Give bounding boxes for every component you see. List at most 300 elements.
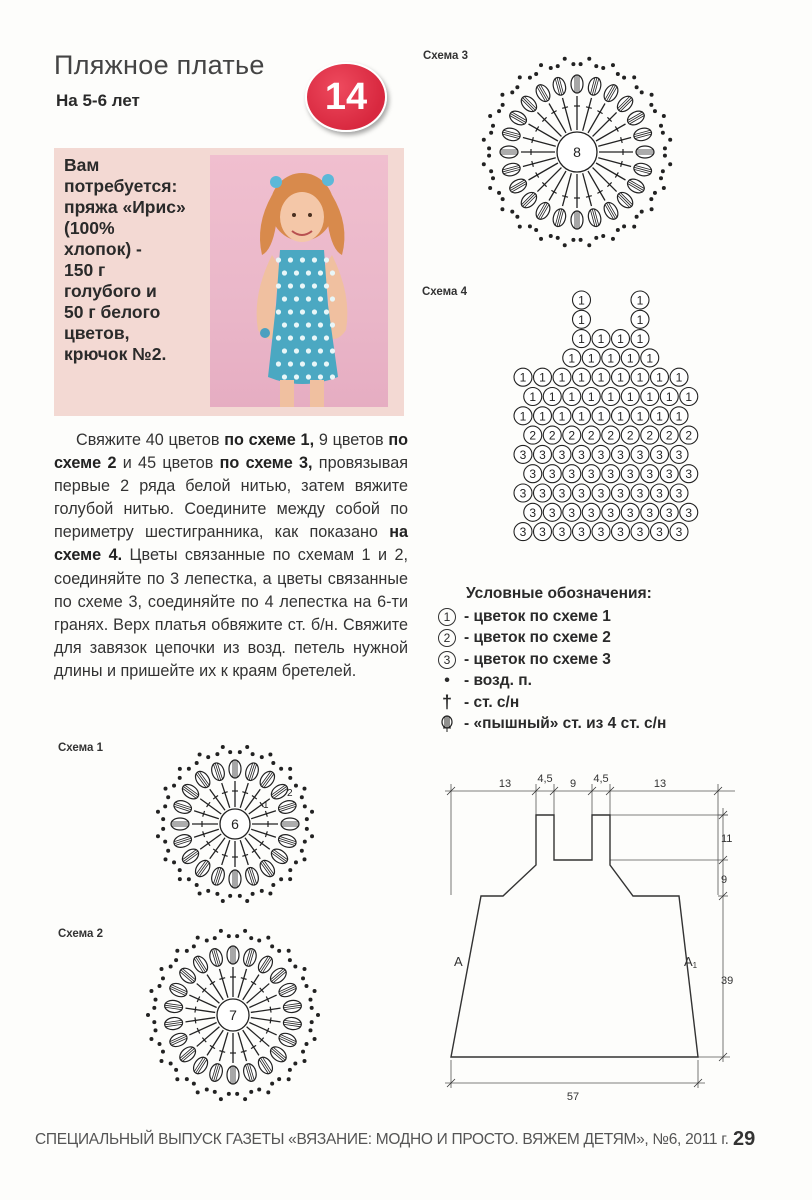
flower-motif-number: 3 [675, 525, 683, 540]
materials-line: голубого и [64, 281, 157, 301]
double-crochet-stitch [583, 98, 592, 131]
chain-stitch-dot [518, 225, 522, 229]
chain-stitch-dot [305, 817, 309, 821]
double-crochet-stitch [185, 1008, 215, 1012]
legend-item [436, 628, 666, 650]
chain-stitch-dot [154, 1028, 158, 1032]
flower-motif-number: 3 [558, 486, 566, 501]
chain-stitch-dot [235, 934, 239, 938]
puff-stitch-petal [636, 146, 654, 158]
puff-stitch-petal [501, 161, 521, 177]
chain-stitch-dot [301, 976, 305, 980]
chain-stitch-dot [649, 103, 653, 107]
chain-stitch-dot [221, 745, 225, 749]
puff-stitch-petal [277, 1031, 298, 1049]
instruction-text: Свяжите 40 цветов [76, 431, 225, 449]
dress-outline [451, 815, 698, 1057]
flower-motif-number: 3 [646, 505, 654, 520]
chain-stitch-dot [649, 197, 653, 201]
double-crochet-stitch [598, 158, 631, 167]
flower-motif-number: 1 [578, 370, 585, 385]
chain-stitch-dot [288, 868, 292, 872]
chain-stitch-dot [178, 877, 182, 881]
chain-stitch-dot [172, 784, 176, 788]
chain-stitch-dot [594, 64, 598, 68]
chain-stitch-dot [640, 90, 644, 94]
puff-stitch-petal [180, 846, 202, 866]
chain-stitch-dot [192, 944, 196, 948]
chain-stitch-dot [518, 75, 522, 79]
puff-stitch-petal [257, 858, 277, 880]
chain-stitch-dot [251, 892, 255, 896]
flower-motif-number: 3 [568, 467, 576, 482]
flower-motif-number: 1 [656, 409, 663, 424]
chain-stitch-dot [161, 827, 165, 831]
chain-stitch-dot [549, 66, 553, 70]
chain-stitch-dot [196, 936, 200, 940]
puff-stitch-petal [242, 947, 259, 968]
chain-stitch-dot [260, 889, 264, 893]
legend-item [436, 671, 666, 693]
chain-stitch-dot [270, 1082, 274, 1086]
chain-stitch-dot [260, 755, 264, 759]
double-crochet-stitch [219, 969, 227, 998]
flower-motif-number: 3 [607, 505, 615, 520]
chain-stitch-dot [257, 938, 261, 942]
chain-stitch-dot [310, 1006, 314, 1010]
chain-stitch-dot [302, 857, 306, 861]
chain-stitch-dot [251, 752, 255, 756]
puff-stitch-petal [601, 200, 620, 222]
chain-stitch-dot [488, 186, 492, 190]
legend-item [436, 692, 666, 714]
materials-text [64, 155, 214, 365]
chain-stitch-dot [277, 1077, 281, 1081]
dress-photo [210, 155, 388, 407]
materials-line: Вам [64, 155, 100, 175]
flower-motif-number: 1 [636, 293, 644, 308]
chain-stitch-dot [287, 1077, 291, 1081]
puff-stitch-petal [164, 1016, 184, 1030]
legend-heading: Условные обозначения: [466, 585, 652, 602]
instructions-paragraph [54, 429, 408, 683]
flower-motif-number: 1 [558, 370, 566, 385]
flower-motif-number: 3 [529, 467, 537, 482]
puff-stitch-petal [172, 833, 193, 850]
chain-stitch-dot [556, 236, 560, 240]
chain-stitch-dot [257, 1088, 261, 1092]
puff-stitch-petal [227, 1066, 239, 1084]
puff-stitch-petal [283, 1016, 303, 1030]
chain-stitch-dot [219, 929, 223, 933]
chain-stitch-dot [164, 857, 168, 861]
legend-label: - цветок по схеме 3 [464, 650, 611, 668]
flower-motif-number: 3 [656, 447, 663, 462]
chain-stitch-dot [277, 949, 281, 953]
chain-stitch-dot [192, 1082, 196, 1086]
flower-motif-number: 2 [685, 428, 693, 443]
flower-motif-number: 3 [597, 486, 605, 501]
flower-motif-number: 1 [617, 370, 624, 385]
scheme-1-diagram [145, 738, 325, 913]
flower-motif-number: 1 [519, 409, 527, 424]
chain-stitch-dot [622, 76, 626, 80]
chain-stitch-dot [178, 776, 182, 780]
chain-stitch-dot [661, 169, 665, 173]
double-crochet-stitch [222, 840, 230, 865]
puff-stitch-petal [227, 946, 239, 964]
chain-stitch-dot [571, 62, 575, 66]
chain-stitch-dot [528, 224, 532, 228]
materials-line: хлопок) - [64, 239, 142, 259]
dim-armhole-height: 9 [721, 874, 728, 886]
double-crochet-stitch [251, 1018, 281, 1022]
chain-stitch-dot [601, 66, 605, 70]
flower-motif-number: 3 [578, 447, 585, 462]
chain-stitch-dot [497, 191, 501, 195]
puff-stitch-petal [229, 760, 241, 778]
puff-stitch-petal [586, 76, 602, 96]
flower-motif-number: 1 [636, 370, 644, 385]
flower-motif-number: 3 [539, 525, 546, 540]
double-crochet-stitch [583, 173, 592, 206]
puff-stitch-petal [551, 76, 567, 96]
chain-stitch-dot [287, 949, 291, 953]
flower-motif-number: 1 [675, 409, 683, 424]
chain-stitch-dot [243, 1097, 247, 1101]
double-crochet-stitch [563, 173, 572, 206]
materials-box [54, 148, 404, 416]
chain-stitch-dot [195, 883, 199, 887]
chain-stitch-dot [166, 849, 170, 853]
chain-stitch-dot [616, 228, 620, 232]
chain-stitch-dot [663, 146, 667, 150]
chain-stitch-dot [616, 72, 620, 76]
chain-stitch-dot [635, 85, 639, 89]
instructions-text [54, 429, 408, 683]
chain-stitch-dot [245, 745, 249, 749]
instruction-text: провязывая первые 2 ряда белой нитью, затем вяжите голубой нитью. Соедините между собой по периметру шестигранника, как показано [54, 454, 408, 542]
flower-motif-number: 3 [617, 447, 624, 462]
flower-motif-number: 1 [665, 390, 673, 404]
dim-right-shoulder-width: 13 [653, 778, 667, 790]
materials-line: 50 г белого [64, 302, 161, 322]
chain-stitch-dot [294, 860, 298, 864]
chain-stitch-dot [185, 1077, 189, 1081]
puff-stitch-petal [191, 1055, 211, 1077]
chain-stitch-dot [227, 1092, 231, 1096]
puff-stitch-petal [210, 866, 227, 887]
scheme-3-diagram [472, 44, 682, 259]
flower-motif-number: 3 [548, 505, 556, 520]
double-crochet-stitch [593, 112, 617, 136]
chain-stitch-dot [305, 827, 309, 831]
puff-stitch-petal [625, 108, 647, 127]
chain-stitch-dot [187, 877, 191, 881]
chain-stitch-dot [579, 62, 583, 66]
double-crochet-stitch [251, 829, 276, 837]
flower-motif-number: 1 [656, 370, 663, 385]
chain-stitch-dot [213, 936, 217, 940]
flower-motif-number: 1 [675, 370, 683, 385]
side-label-a1: A1 [684, 954, 698, 970]
instruction-emphasis: на схеме 4. [54, 523, 408, 565]
flower-motif-number: 1 [578, 332, 585, 347]
puff-stitch-petal [242, 1062, 259, 1083]
page-number: 29 [733, 1128, 756, 1150]
flower-motif-number: 3 [539, 447, 546, 462]
puff-stitch-petal [500, 146, 518, 158]
chain-stitch-dot [227, 934, 231, 938]
double-crochet-stitch [238, 969, 246, 998]
row-number-mark: 1 [263, 800, 269, 811]
chain-stitch-dot [163, 804, 167, 808]
puff-stitch-petal [614, 189, 635, 210]
double-crochet-stitch [251, 811, 276, 819]
flower-motif-number: 1 [587, 390, 595, 404]
chain-stitch-dot [249, 1090, 253, 1094]
girl-photo-illustration [210, 155, 388, 407]
puff-stitch-petal [172, 799, 193, 816]
chain-stitch-dot [288, 958, 292, 962]
instruction-emphasis: по схеме 1, [224, 431, 315, 449]
chain-stitch-dot [266, 936, 270, 940]
flower-motif-number: 3 [626, 467, 634, 482]
flower-motif-number: 3 [636, 486, 644, 501]
flower-motif-number: 2 [548, 428, 556, 443]
puff-stitch-icon [436, 714, 458, 734]
chain-stitch-dot [163, 840, 167, 844]
chain-stitch-dot [534, 72, 538, 76]
puff-stitch-petal [191, 954, 211, 976]
chain-stitch-dot [159, 1059, 163, 1063]
chain-stitch-dot [198, 891, 202, 895]
chain-stitch-dot [268, 753, 272, 757]
chain-stitch-dot [158, 984, 162, 988]
chain-stitch-dot [308, 1028, 312, 1032]
chain-stitch-dot [169, 1062, 173, 1066]
double-crochet-stitch [593, 168, 617, 192]
materials-line: пряжа «Ирис» [64, 197, 186, 217]
chain-stitch-dot [169, 964, 173, 968]
chain-stitch-dot [174, 1068, 178, 1072]
legend-label: - возд. п. [464, 672, 532, 690]
flower-motif-number: 3 [665, 467, 673, 482]
chain-stitch-dot [556, 64, 560, 68]
chain-stitch-dot [510, 210, 514, 214]
chain-stitch-dot [611, 63, 615, 67]
double-crochet-stitch [222, 783, 230, 808]
row-number-mark: 2 [287, 788, 293, 799]
instruction-emphasis: по схеме 2 [54, 431, 408, 473]
chain-stitch-dot [301, 1050, 305, 1054]
materials-line: (100% [64, 218, 115, 238]
chain-stitch-dot [659, 176, 663, 180]
page-title: Пляжное платье [54, 50, 265, 80]
chain-stitch-dot [271, 761, 275, 765]
chain-stitch-dot-icon: • [444, 672, 450, 690]
flower-motif-number: 1 [626, 351, 634, 366]
flower-motif-number: 3 [587, 467, 595, 482]
flower-motif-number: 3 [597, 447, 605, 462]
chain-stitch-dot [663, 154, 667, 158]
chain-stitch-dot [594, 236, 598, 240]
legend-item [436, 649, 666, 671]
double-crochet-stitch [194, 811, 219, 819]
chain-stitch-dot [487, 154, 491, 158]
dim-left-shoulder-width: 13 [498, 778, 512, 790]
chain-stitch-dot [308, 998, 312, 1002]
puff-stitch-petal [571, 211, 583, 229]
instruction-text: и 45 цветов [116, 454, 220, 473]
chain-stitch-dot [661, 131, 665, 135]
chain-stitch-dot [243, 929, 247, 933]
flower-motif-number: 3 [646, 467, 654, 482]
flower-motif-number: 1 [607, 351, 615, 366]
hair-tie [270, 176, 282, 188]
puff-stitch-petal [533, 200, 552, 222]
chain-stitch-dot [650, 93, 654, 97]
flower-motif-number: 1 [578, 409, 585, 424]
chain-stitch-dot [172, 860, 176, 864]
puff-stitch-petal [171, 818, 189, 830]
flower-motif-number: 3 [578, 525, 585, 540]
chain-stitch-dot [154, 998, 158, 1002]
chain-stitch-dot [549, 234, 553, 238]
puff-stitch-petal [533, 82, 552, 104]
puff-stitch-petal [586, 207, 602, 227]
chain-stitch-dot [270, 944, 274, 948]
flower-motif-number: 3 [597, 525, 605, 540]
chain-stitch-dot [316, 1013, 320, 1017]
flower-motif-number: 2 [568, 428, 576, 443]
dim-hem-width: 57 [566, 1091, 580, 1103]
chain-stitch-dot [310, 834, 314, 838]
chain-stitch-dot [293, 964, 297, 968]
chain-stitch-dot [515, 215, 519, 219]
legend [436, 585, 666, 735]
chain-stitch-dot [515, 85, 519, 89]
puff-stitch-petal [210, 761, 227, 782]
double-crochet-stitch [598, 138, 631, 147]
chain-stitch-dot [196, 1090, 200, 1094]
chain-stitch-dot [303, 967, 307, 971]
double-crochet-stitch [537, 112, 561, 136]
chain-stitch-dot [491, 176, 495, 180]
flower-motif-number: 1 [578, 293, 585, 308]
double-crochet-stitch [240, 840, 248, 865]
puff-stitch-petal [180, 782, 202, 802]
circle-2-icon: 2 [436, 628, 458, 648]
puff-stitch-petal [168, 1031, 189, 1049]
flower-motif-number: 3 [519, 447, 527, 462]
chain-stitch-dot [662, 114, 666, 118]
chain-stitch-dot [245, 899, 249, 903]
chain-stitch-dot [215, 892, 219, 896]
chain-stitch-dot [161, 817, 165, 821]
flower-motif-number: 3 [519, 525, 527, 540]
legend-label: - цветок по схеме 2 [464, 629, 611, 647]
double-crochet-stitch [219, 1032, 227, 1061]
legend-item [436, 714, 666, 736]
chain-stitch-dot [187, 767, 191, 771]
chain-stitch-dot [313, 1037, 317, 1041]
puff-stitch-petal [518, 189, 539, 210]
chain-stitch-dot [161, 1050, 165, 1054]
flower-motif-number: 3 [548, 467, 556, 482]
flower-motif-number: 1 [636, 332, 644, 347]
flower-motif-number: 3 [656, 525, 663, 540]
double-crochet-stitch [185, 1018, 215, 1022]
materials-line: потребуется: [64, 176, 178, 196]
flower-motif-number: 2 [646, 428, 654, 443]
flower-motif-number: 1 [646, 390, 654, 404]
scheme-1-label: Схема 1 [58, 742, 104, 754]
double-crochet-stitch [523, 138, 556, 147]
chain-stitch-dot [238, 894, 242, 898]
chain-stitch-dot [288, 1068, 292, 1072]
puff-stitch-petal [193, 858, 213, 880]
puff-stitch-petal [518, 93, 539, 114]
puff-stitch-petal [551, 207, 567, 227]
chain-stitch-dot [303, 804, 307, 808]
flower-motif-number: 3 [578, 486, 585, 501]
chain-stitch-dot [279, 767, 283, 771]
flower-motif-number: 1 [617, 332, 624, 347]
chain-stitch-dot [500, 93, 504, 97]
chain-stitch-dot [195, 761, 199, 765]
puff-stitch-petal [268, 1044, 289, 1065]
side-label-a: A [454, 954, 463, 969]
scheme-2-diagram [140, 922, 325, 1107]
flower-motif-number: 3 [519, 486, 527, 501]
flower-motif-number: 2 [587, 428, 595, 443]
flower-motif-number: 1 [539, 370, 546, 385]
flower-motif-number: 1 [597, 409, 605, 424]
circle-1-icon: 1 [436, 607, 458, 627]
puff-stitch-petal [256, 1055, 276, 1077]
dim-body-height: 39 [721, 975, 734, 987]
chain-stitch-dot [152, 1006, 156, 1010]
chain-stitch-dot [528, 76, 532, 80]
dim-left-strap-width: 4,5 [537, 773, 553, 785]
flower-motif-number: 3 [685, 467, 693, 482]
chain-stitch-dot [215, 752, 219, 756]
puff-stitch-petal [268, 965, 289, 986]
chain-stitch-dot [668, 162, 672, 166]
puff-stitch-petal [632, 161, 652, 177]
flower-motif-number: 3 [685, 505, 693, 520]
puff-stitch-petal [244, 761, 261, 782]
puff-stitch-petal [507, 108, 529, 127]
chain-stitch-dot [482, 162, 486, 166]
chain-stitch-dot [178, 767, 182, 771]
chain-stitch-dot [587, 243, 591, 247]
double-crochet-stitch [194, 829, 219, 837]
flower-motif-number: 1 [558, 409, 566, 424]
puff-stitch-petal [277, 981, 298, 999]
chain-stitch-dot [249, 936, 253, 940]
flower-motif-number: 2 [665, 428, 673, 443]
flower-motif-number: 1 [529, 390, 537, 404]
flower-motif-number: 1 [626, 390, 634, 404]
chain-stitch-dot [156, 810, 160, 814]
chain-stitch-dot [632, 225, 636, 229]
flower-motif-number: 1 [568, 351, 576, 366]
chain-stitch-dot [534, 228, 538, 232]
chain-stitch-dot [489, 131, 493, 135]
legend-label: - цветок по схеме 1 [464, 607, 611, 625]
